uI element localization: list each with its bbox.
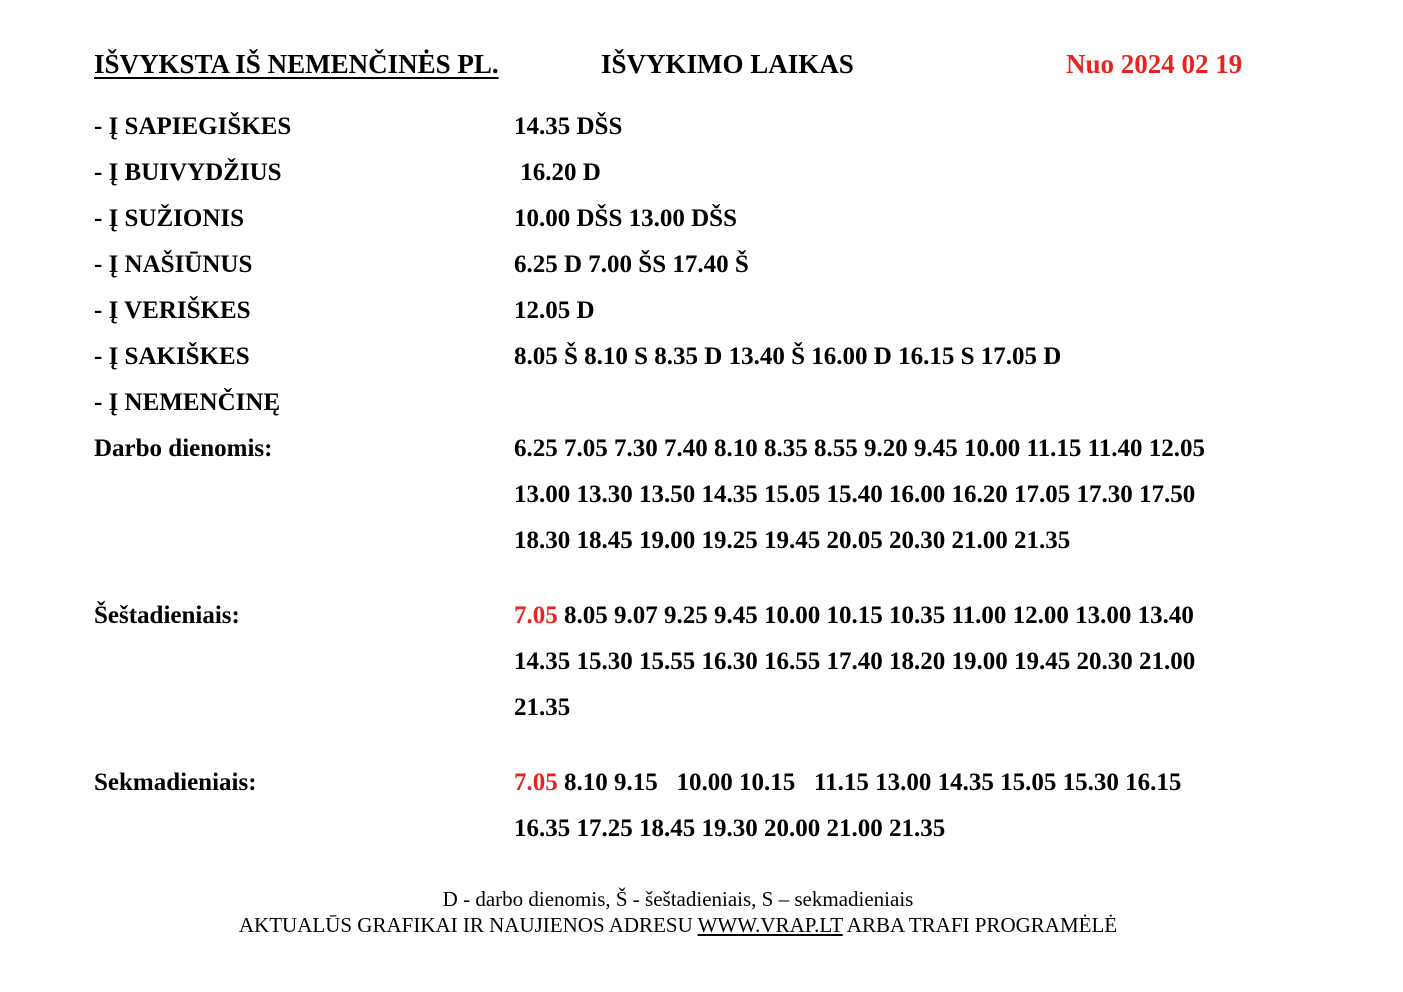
website-link[interactable]: WWW.VRAP.LT <box>697 913 843 937</box>
saturdays-label: Šeštadieniais: <box>94 602 240 629</box>
sundays-times-line: 16.35 17.25 18.45 19.30 20.00 21.00 21.35 <box>514 815 946 842</box>
saturdays-times-line <box>514 601 1194 631</box>
info-suffix: ARBA TRAFI PROGRAMĖLĖ <box>842 913 1118 937</box>
sundays-times-rest: 8.10 9.15 10.00 10.15 11.15 13.00 14.35 15.05 15.30 16.15 <box>557 769 1182 796</box>
workdays-times-line: 13.00 13.30 13.50 14.35 15.05 15.40 16.00 16.20 17.05 17.30 17.50 <box>514 481 1196 508</box>
saturdays-times-rest: 8.05 9.07 9.25 9.45 10.00 10.15 10.35 11.00 12.00 13.00 13.40 <box>557 602 1194 629</box>
route-times: 8.05 Š 8.10 S 8.35 D 13.40 Š 16.00 D 16.15 S 17.05 D <box>514 343 1062 370</box>
saturdays-times-line: 21.35 <box>514 694 571 721</box>
route-label: - Į NEMENČINĘ <box>94 389 281 416</box>
route-label: - Į BUIVYDŽIUS <box>94 159 282 186</box>
sundays-label: Sekmadieniais: <box>94 769 257 796</box>
legend-note: D - darbo dienomis, Š - šeštadieniais, S – sekmadieniais <box>442 887 914 911</box>
workdays-times-line: 18.30 18.45 19.00 19.25 19.45 20.05 20.30 21.00 21.35 <box>514 527 1071 554</box>
workdays-label: Darbo dienomis: <box>94 435 273 462</box>
route-times: 14.35 DŠS <box>514 113 623 140</box>
valid-from-date: Nuo 2024 02 19 <box>1066 49 1243 79</box>
route-label: - Į VERIŠKES <box>94 297 251 324</box>
workdays-times-line: 6.25 7.05 7.30 7.40 8.10 8.35 8.55 9.20 9.45 10.00 11.15 11.40 12.05 <box>514 435 1205 462</box>
info-prefix: AKTUALŪS GRAFIKAI IR NAUJIENOS ADRESU <box>238 913 698 937</box>
departure-time-title: IŠVYKIMO LAIKAS <box>601 49 854 79</box>
route-times: 6.25 D 7.00 ŠS 17.40 Š <box>514 251 749 278</box>
saturdays-first-departure: 7.05 <box>514 602 558 629</box>
route-times: 12.05 D <box>514 297 595 324</box>
route-label: - Į SAKIŠKES <box>94 343 250 370</box>
saturdays-times-line: 14.35 15.30 15.55 16.30 16.55 17.40 18.20 19.00 19.45 20.30 21.00 <box>514 648 1196 675</box>
sundays-first-departure: 7.05 <box>514 769 558 796</box>
info-note <box>0 912 1356 938</box>
route-label: - Į NAŠIŪNUS <box>94 251 253 278</box>
route-times: 16.20 D <box>514 159 601 186</box>
sundays-times-line <box>514 768 1181 798</box>
route-label: - Į SUŽIONIS <box>94 205 245 232</box>
departs-from-title: IŠVYKSTA IŠ NEMENČINĖS PL. <box>94 49 499 79</box>
route-label: - Į SAPIEGIŠKES <box>94 113 292 140</box>
route-times: 10.00 DŠS 13.00 DŠS <box>514 205 737 232</box>
